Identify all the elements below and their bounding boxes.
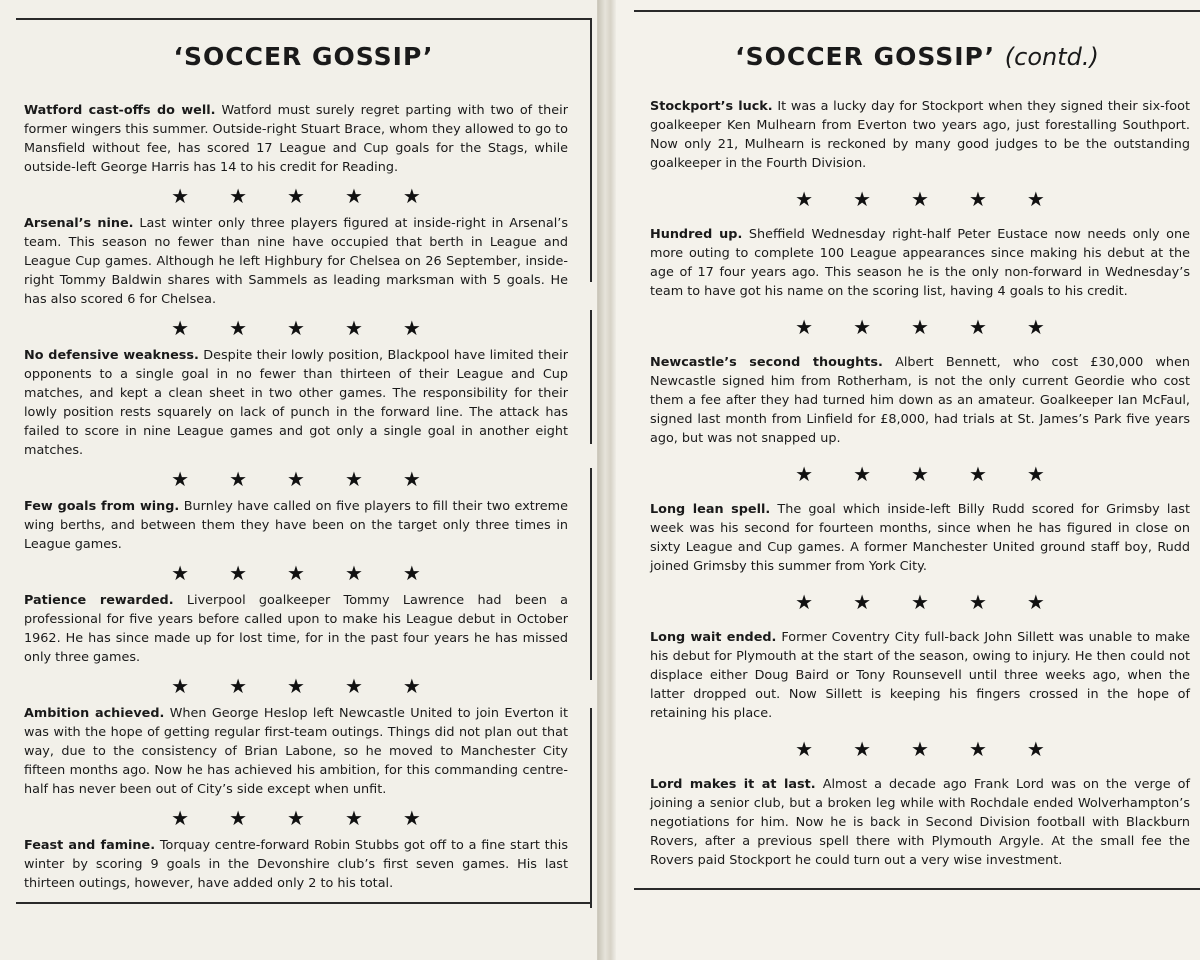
star-divider: [650, 739, 1190, 759]
star-icon: ★: [853, 737, 872, 761]
gossip-item: [24, 497, 568, 554]
gossip-item: [24, 346, 568, 460]
star-icon: ★: [968, 462, 987, 486]
item-text: The goal which inside-left Billy Rudd scored for Grimsby last week was his second for fourteen months, since when he has figured in close on sixty League and Cup games. A former Manchester United ground staff boy, Rudd joined Grimsby this summer from York City.: [650, 502, 1190, 574]
star-icon: ★: [229, 467, 248, 491]
star-icon: ★: [795, 187, 814, 211]
margin-bracket-line: [590, 708, 592, 908]
star-icon: ★: [344, 467, 363, 491]
star-icon: ★: [229, 806, 248, 830]
gossip-item: [24, 836, 568, 893]
item-text: It was a lucky day for Stockport when they signed their six-foot goalkeeper Ken Mulhearn from Everton two years ago, just forestalling Southport. Now only 21, Mulhearn is reckoned by many good judges to be the outstanding goalkeeper in the Fourth Division.: [650, 99, 1190, 171]
star-icon: ★: [968, 590, 987, 614]
item-headline: Long lean spell.: [650, 502, 771, 517]
star-icon: ★: [287, 184, 305, 208]
gossip-item: [650, 500, 1190, 576]
book-gutter: [598, 0, 616, 960]
star-divider: [650, 592, 1190, 612]
star-icon: ★: [402, 316, 421, 340]
gossip-item: [650, 225, 1190, 301]
star-icon: ★: [402, 674, 421, 698]
star-icon: ★: [1026, 590, 1045, 614]
item-text: Watford must surely regret parting with two of their former wingers this summer. Outside-right Stuart Brace, whom they allowed to go to Mansfield without fee, has scored 17 League and Cup goals for the Stags, while outside-left George Harris has 14 to his credit for Reading.: [24, 103, 568, 175]
gossip-item: [24, 101, 568, 177]
star-divider: [24, 469, 568, 489]
star-icon: ★: [1026, 315, 1045, 339]
item-headline: No defensive weakness.: [24, 348, 199, 363]
star-icon: ★: [911, 315, 929, 339]
item-text: Liverpool goalkeeper Tommy Lawrence had been a professional for five years before called upon to make his League debut in October 1962. He has since made up for lost time, for in the past four years he has missed only three games.: [24, 593, 568, 665]
star-icon: ★: [795, 737, 814, 761]
star-icon: ★: [229, 316, 248, 340]
item-text: Despite their lowly position, Blackpool have limited their opponents to a single goal in no fewer than thirteen of their League and Cup matches, and kept a clean sheet in two other games. The responsibility for their lowly position rests squarely on lack of punch in the forward line. The attack has failed to score in nine League games and got only a single goal in another eight matches.: [24, 348, 568, 458]
right-page: [616, 0, 1200, 960]
item-text: Almost a decade ago Frank Lord was on the verge of joining a senior club, but a broken leg while with Rochdale ended Wolverhampton’s negotiations for him. Now he is back in Second Division football with Blackburn Rovers, after a previous spell there with Plymouth Argyle. At the small fee the Rovers paid Stockport he could turn out a very wise investment.: [650, 777, 1190, 868]
star-icon: ★: [968, 187, 987, 211]
star-icon: ★: [287, 467, 305, 491]
star-icon: ★: [229, 561, 248, 585]
star-icon: ★: [344, 184, 363, 208]
star-icon: ★: [795, 462, 814, 486]
title-text: ‘SOCCER GOSSIP’: [735, 42, 996, 71]
gossip-item: [24, 704, 568, 799]
item-headline: Patience rewarded.: [24, 593, 174, 608]
star-icon: ★: [795, 315, 814, 339]
item-text: Last winter only three players figured at inside-right in Arsenal’s team. This season no fewer than nine have occupied that berth in League and League Cup games. Although he left Highbury for Chelsea on 26 September, inside-right Tommy Baldwin shares with Sammels as leading marksman with 5 goals. He has also scored 6 for Chelsea.: [24, 216, 568, 307]
star-icon: ★: [344, 806, 363, 830]
star-divider: [24, 186, 568, 206]
star-icon: ★: [171, 316, 190, 340]
gossip-list: [650, 97, 1190, 870]
bottom-rule: [16, 902, 591, 904]
star-icon: ★: [1026, 462, 1045, 486]
star-icon: ★: [171, 674, 190, 698]
item-headline: Arsenal’s nine.: [24, 216, 134, 231]
star-icon: ★: [344, 561, 363, 585]
item-headline: Few goals from wing.: [24, 499, 180, 514]
top-rule: [16, 18, 591, 20]
star-icon: ★: [171, 467, 190, 491]
star-icon: ★: [853, 315, 872, 339]
star-icon: ★: [795, 590, 814, 614]
star-icon: ★: [171, 184, 190, 208]
item-text: When George Heslop left Newcastle United to join Everton it was with the hope of getting regular first-team outings. Things did not plan out that way, due to the consistency of Brian Labone, so he moved to Manchester City fifteen months ago. Now he has achieved his ambition, for this commanding centre-half has never been out of City’s side except when unfit.: [24, 706, 568, 797]
gossip-item: [650, 628, 1190, 723]
star-icon: ★: [344, 316, 363, 340]
item-headline: Hundred up.: [650, 227, 743, 242]
item-headline: Lord makes it at last.: [650, 777, 816, 792]
star-divider: [24, 563, 568, 583]
item-headline: Watford cast-offs do well.: [24, 103, 216, 118]
star-divider: [24, 676, 568, 696]
gossip-item: [650, 97, 1190, 173]
gossip-item: [650, 353, 1190, 448]
title-text: ‘SOCCER GOSSIP’: [173, 42, 434, 71]
star-icon: ★: [287, 806, 305, 830]
star-icon: ★: [402, 467, 421, 491]
star-icon: ★: [287, 316, 305, 340]
star-icon: ★: [968, 315, 987, 339]
item-text: Sheffield Wednesday right-half Peter Eustace now needs only one more outing to complete 100 League appearances since making his debut at the age of 17 four years ago. This season he is the only non-forward in Wednesday’s team to have got his name on the scoring list, having 4 goals to his credit.: [650, 227, 1191, 299]
item-text: Albert Bennett, who cost £30,000 when Newcastle signed him from Rotherham, is not the only current Geordie who cost them a fee after they had turned him down as an amateur. Goalkeeper Ian McFaul, signed last month from Linfield for £8,000, had trials at St. James’s Park five years ago, but was not snapped up.: [650, 355, 1190, 446]
star-icon: ★: [911, 737, 929, 761]
item-headline: Long wait ended.: [650, 630, 777, 645]
star-icon: ★: [853, 462, 872, 486]
margin-bracket-line: [590, 468, 592, 680]
item-text: Burnley have called on five players to fill their two extreme wing berths, and between them they have been on the target only three times in League games.: [24, 499, 568, 552]
top-rule: [634, 10, 1200, 12]
star-icon: ★: [911, 590, 929, 614]
star-icon: ★: [402, 561, 421, 585]
item-headline: Newcastle’s second thoughts.: [650, 355, 883, 370]
star-icon: ★: [229, 184, 248, 208]
gossip-item: [24, 591, 568, 667]
star-icon: ★: [1026, 187, 1045, 211]
star-icon: ★: [968, 737, 987, 761]
star-divider: [24, 808, 568, 828]
star-icon: ★: [402, 184, 421, 208]
star-icon: ★: [344, 674, 363, 698]
star-divider: [24, 318, 568, 338]
star-icon: ★: [287, 561, 305, 585]
item-text: Former Coventry City full-back John Sillett was unable to make his debut for Plymouth at the start of the season, owing to injury. He then could not displace either Doug Baird or Tony Rounsevell until three weeks ago, when the latter dropped out. Now Sillett is keeping his fingers crossed in the hope of retaining his place.: [650, 630, 1190, 721]
star-icon: ★: [402, 806, 421, 830]
bottom-rule: [634, 888, 1200, 890]
gossip-item: [24, 214, 568, 309]
star-divider: [650, 317, 1190, 337]
star-icon: ★: [171, 806, 190, 830]
gossip-item: [650, 775, 1190, 870]
star-icon: ★: [1026, 737, 1045, 761]
left-page: [0, 0, 598, 960]
star-icon: ★: [911, 462, 929, 486]
star-icon: ★: [171, 561, 190, 585]
star-divider: [650, 464, 1190, 484]
gossip-list: [24, 101, 568, 893]
star-icon: ★: [287, 674, 305, 698]
item-headline: Stockport’s luck.: [650, 99, 773, 114]
item-headline: Feast and famine.: [24, 838, 156, 853]
title-suffix: (contd.): [1004, 43, 1099, 71]
page-title: [16, 42, 591, 71]
star-icon: ★: [853, 187, 872, 211]
margin-bracket-line: [590, 310, 592, 444]
star-icon: ★: [911, 187, 929, 211]
page-title: [634, 42, 1200, 71]
star-divider: [650, 189, 1190, 209]
item-text: Torquay centre-forward Robin Stubbs got off to a fine start this winter by scoring 9 goals in the Devonshire club’s first seven games. His last thirteen outings, however, have added only 2 to his total.: [24, 838, 568, 891]
star-icon: ★: [853, 590, 872, 614]
item-headline: Ambition achieved.: [24, 706, 165, 721]
star-icon: ★: [229, 674, 248, 698]
